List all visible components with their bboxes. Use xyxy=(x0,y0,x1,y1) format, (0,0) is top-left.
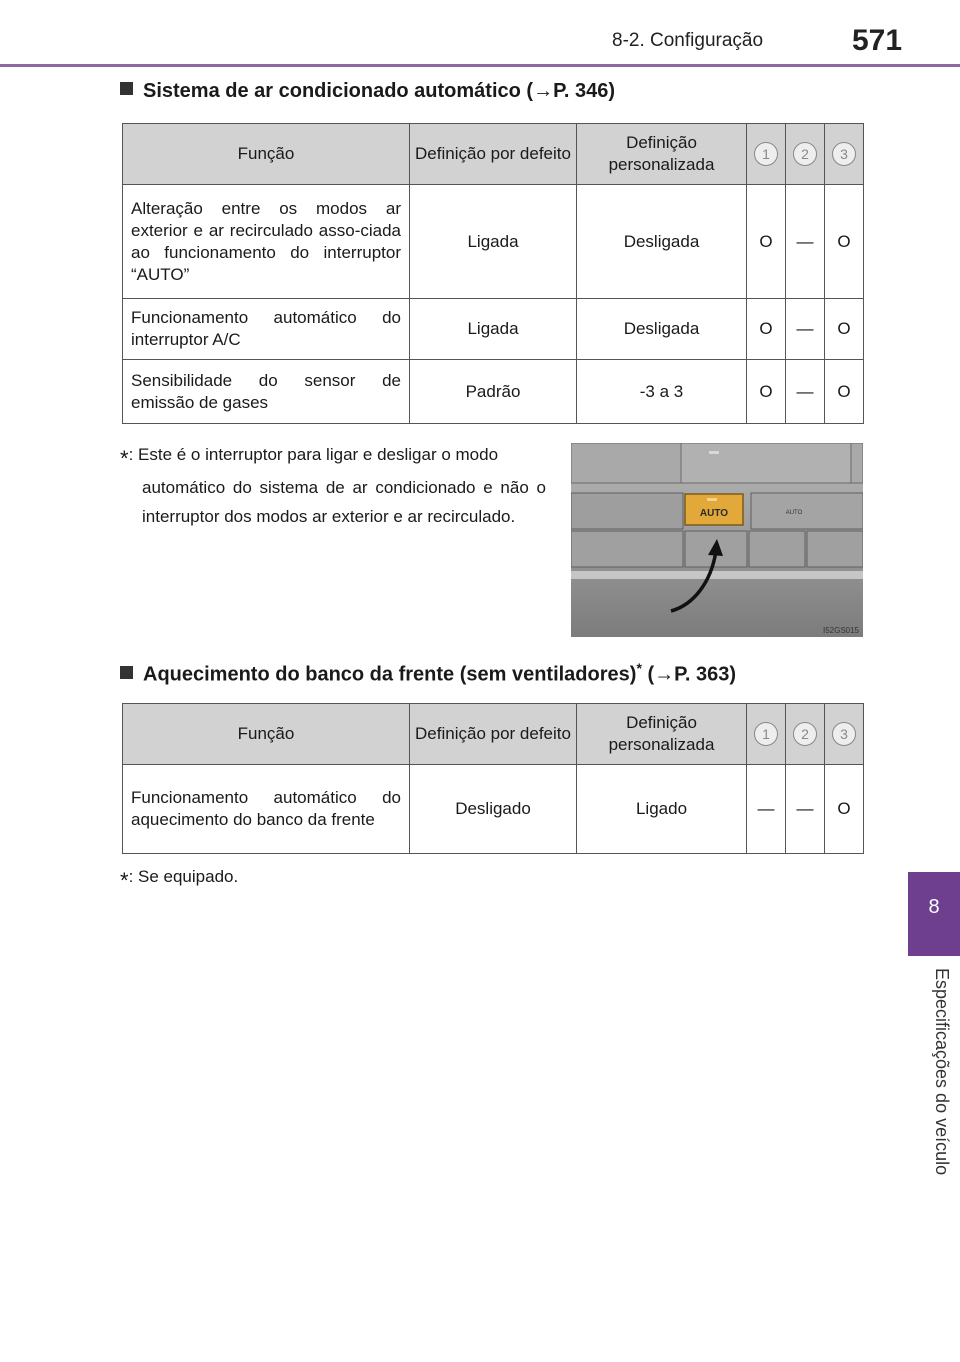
cell-default: Desligado xyxy=(410,765,577,854)
header-default: Definição por defeito xyxy=(410,124,577,185)
cell-method-3: O xyxy=(825,360,864,424)
header-method-1 xyxy=(747,704,786,765)
square-bullet-icon xyxy=(120,666,133,679)
method-1-icon: 1 xyxy=(754,722,778,746)
footnote-asterisk: * xyxy=(120,868,129,893)
header-custom: Definição personalizada xyxy=(577,704,747,765)
page-reference-363[interactable]: (→P. 363) xyxy=(641,663,737,686)
header-method-2 xyxy=(786,124,825,185)
auto-button-label: AUTO xyxy=(699,508,729,519)
header-method-2 xyxy=(786,704,825,765)
section-title-ac-text: Sistema de ar condicionado automático ( xyxy=(143,80,534,102)
chapter-title: 8-2. Configuração xyxy=(612,30,764,51)
footnote-text: : Este é o interruptor para ligar e desligar o modo xyxy=(128,445,499,464)
method-3-icon: 3 xyxy=(832,722,856,746)
table-header-row xyxy=(123,704,864,765)
title-asterisk: * xyxy=(636,660,642,676)
chapter-tab-label: Especificações do veículo xyxy=(932,968,952,1176)
cell-method-1: O xyxy=(747,299,786,360)
square-bullet-icon xyxy=(120,82,133,95)
cell-function: Sensibilidade do sensor de emissão de gases xyxy=(123,360,410,424)
cell-custom: Desligada xyxy=(577,185,747,299)
page-number: 571 xyxy=(852,24,903,57)
settings-table-seat-heater xyxy=(122,703,864,854)
footnote-asterisk: * xyxy=(120,446,129,471)
control-panel-illustration xyxy=(571,443,863,637)
settings-table-ac xyxy=(122,123,864,424)
method-1-icon: 1 xyxy=(754,142,778,166)
header-divider xyxy=(0,64,960,67)
cell-method-2: — xyxy=(786,360,825,424)
footnote-text: : Se equipado. xyxy=(128,867,239,886)
header-default: Definição por defeito xyxy=(410,704,577,765)
chapter-tab-number: 8 xyxy=(928,896,940,918)
cell-function: Funcionamento automático do interruptor A/C xyxy=(123,299,410,360)
cell-function: Alteração entre os modos ar exterior e ar recirculado asso-ciada ao funcionamento do interruptor “AUTO” xyxy=(123,185,410,299)
page-reference-346[interactable]: →P. 346) xyxy=(533,80,615,102)
figure-code: I52GS015 xyxy=(822,626,859,635)
cell-default: Ligada xyxy=(410,185,577,299)
section-title-seat-heater-text: Aquecimento do banco da frente (sem ventiladores) xyxy=(143,663,637,686)
cell-method-2: — xyxy=(786,299,825,360)
cell-method-1: O xyxy=(747,360,786,424)
cell-function: Funcionamento automático do aquecimento do banco da frente xyxy=(123,765,410,854)
table-row xyxy=(123,765,864,854)
footnote-continuation: automático do sistema de ar condicionado e não o interruptor dos modos ar exterior e ar recirculado. xyxy=(142,478,546,526)
cell-custom: Desligada xyxy=(577,299,747,360)
footnote-if-equipped xyxy=(120,862,238,895)
section-title-ac xyxy=(120,80,615,103)
ac-control-panel-figure xyxy=(571,443,863,637)
cell-method-1: O xyxy=(747,185,786,299)
header-method-3 xyxy=(825,704,864,765)
table-row xyxy=(123,185,864,299)
cell-method-3: O xyxy=(825,765,864,854)
table-row xyxy=(123,299,864,360)
chapter-tab[interactable] xyxy=(908,872,960,956)
header-method-1 xyxy=(747,124,786,185)
header-function: Função xyxy=(123,704,410,765)
cell-default: Padrão xyxy=(410,360,577,424)
cell-method-3: O xyxy=(825,185,864,299)
header-custom: Definição personalizada xyxy=(577,124,747,185)
cell-custom: Ligado xyxy=(577,765,747,854)
auto-button-label-2: AUTO xyxy=(785,510,803,516)
header-method-3 xyxy=(825,124,864,185)
method-2-icon: 2 xyxy=(793,142,817,166)
cell-method-2: — xyxy=(786,765,825,854)
cell-default: Ligada xyxy=(410,299,577,360)
table-header-row xyxy=(123,124,864,185)
cell-custom: -3 a 3 xyxy=(577,360,747,424)
cell-method-1: — xyxy=(747,765,786,854)
header-function: Função xyxy=(123,124,410,185)
footnote-auto-switch xyxy=(120,440,546,531)
method-3-icon: 3 xyxy=(832,142,856,166)
cell-method-3: O xyxy=(825,299,864,360)
cell-method-2: — xyxy=(786,185,825,299)
table-row xyxy=(123,360,864,424)
method-2-icon: 2 xyxy=(793,722,817,746)
section-title-seat-heater xyxy=(120,660,736,687)
